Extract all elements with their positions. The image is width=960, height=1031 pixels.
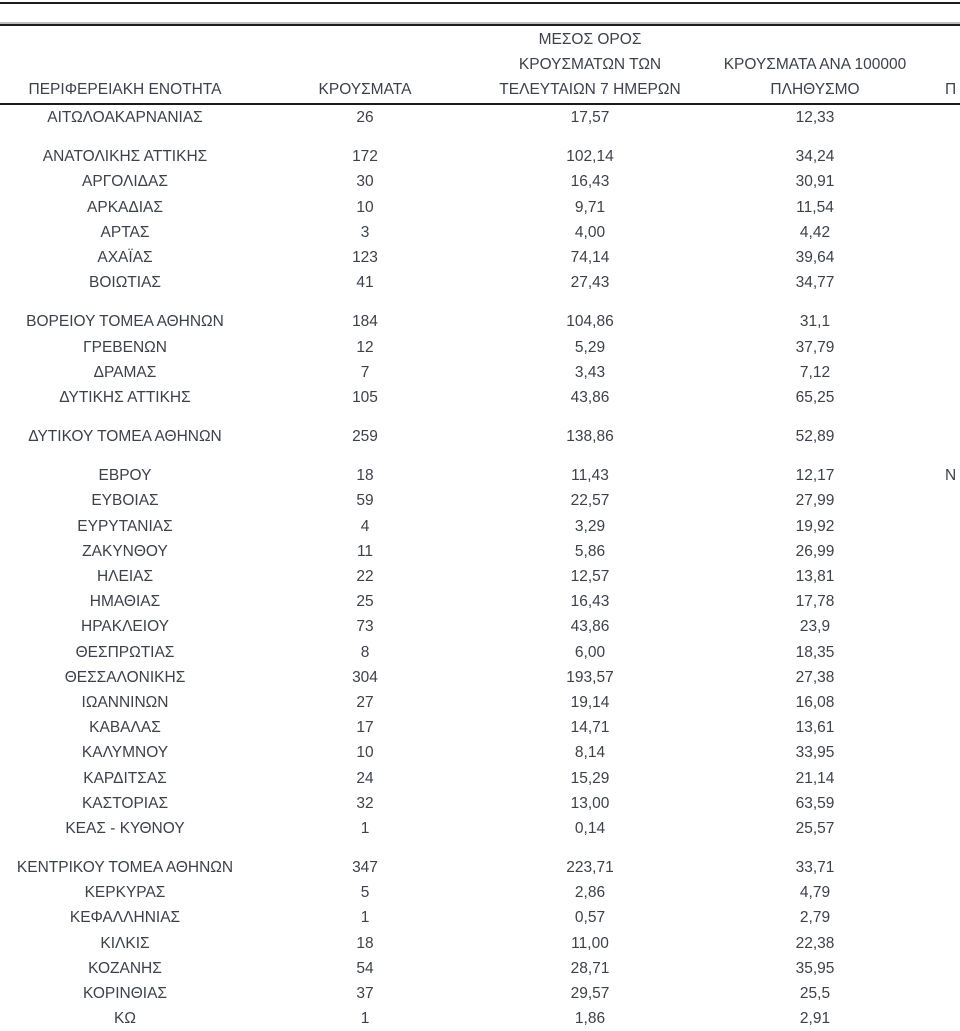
- cell-per100k: 33,71: [795, 859, 835, 877]
- cell-avg7: 2,86: [574, 884, 606, 902]
- cell-region: ΑΝΑΤΟΛΙΚΗΣ ΑΤΤΙΚΗΣ: [42, 148, 208, 166]
- table-row: [0, 169, 960, 194]
- cell-avg7: 12,57: [570, 568, 610, 585]
- cell-side-note: [930, 564, 960, 589]
- column-header-per100k: [700, 52, 930, 103]
- column-header-avg7-line3: ΤΕΛΕΥΤΑΙΩΝ 7 ΗΜΕΡΩΝ: [499, 81, 681, 98]
- cell-cases: 25: [356, 593, 374, 611]
- cell-region: ΚΕΦΑΛΛΗΝΙΑΣ: [69, 909, 181, 927]
- cell-cases: 1: [360, 819, 370, 837]
- column-header-cases: [250, 77, 480, 103]
- column-header-region: [0, 77, 250, 103]
- column-header-partial-right-label: Π: [945, 81, 957, 98]
- cell-region: ΚΕΝΤΡΙΚΟΥ ΤΟΜΕΑ ΑΘΗΝΩΝ: [16, 859, 234, 877]
- table-row: [0, 424, 960, 449]
- cell-side-note: [930, 270, 960, 295]
- cell-cases: 7: [360, 363, 370, 381]
- cell-cases: 26: [356, 109, 374, 126]
- cell-cases: 105: [352, 388, 378, 406]
- table-row: [0, 488, 960, 513]
- cell-avg7: 19,14: [570, 693, 610, 711]
- cell-avg7: 74,14: [570, 248, 610, 266]
- cell-region: ΙΩΑΝΝΙΝΩΝ: [81, 693, 169, 711]
- column-header-per100k-line2: ΠΛΗΘΥΣΜΟ: [770, 81, 860, 98]
- cell-side-note: [930, 309, 960, 334]
- cell-per100k: 22,38: [795, 934, 835, 952]
- table-row: [0, 463, 960, 488]
- cell-side-note: [930, 816, 960, 841]
- cell-per100k: 7,12: [799, 363, 831, 381]
- table-header: [0, 27, 960, 103]
- table-row: [0, 270, 960, 295]
- table-row: [0, 385, 960, 410]
- cell-region: ΚΟΖΑΝΗΣ: [88, 959, 162, 977]
- cell-per100k: 33,95: [795, 744, 835, 762]
- cell-cases: 27: [356, 693, 374, 711]
- cell-per100k: 21,14: [795, 769, 835, 787]
- cell-region: ΔΡΑΜΑΣ: [93, 363, 157, 381]
- cell-cases: 18: [356, 934, 374, 952]
- cell-avg7: 4,00: [574, 223, 606, 241]
- cell-side-note: [930, 690, 960, 715]
- cell-cases: 1: [360, 909, 370, 927]
- cell-region: ΚΟΡΙΝΘΙΑΣ: [82, 985, 168, 1002]
- cell-side-note: [930, 905, 960, 930]
- cell-cases: 123: [352, 248, 378, 266]
- cell-region: ΗΜΑΘΙΑΣ: [89, 593, 161, 611]
- cell-region: ΕΥΒΟΙΑΣ: [91, 492, 159, 510]
- cell-side-note: [930, 169, 960, 194]
- cell-per100k: 11,54: [796, 198, 834, 216]
- cell-region: ΚΑΡΔΙΤΣΑΣ: [83, 769, 167, 787]
- cell-side-note: [930, 855, 960, 880]
- cell-cases: 12: [356, 338, 374, 356]
- table-row: [0, 245, 960, 270]
- cell-per100k: 25,5: [799, 985, 831, 1002]
- cell-side-note: [930, 335, 960, 360]
- cell-region: ΒΟΙΩΤΙΑΣ: [89, 274, 161, 292]
- cell-per100k: 52,89: [795, 428, 835, 446]
- cell-per100k: 65,25: [795, 388, 835, 406]
- cell-side-note: [930, 791, 960, 816]
- cell-side-note: [930, 385, 960, 410]
- cell-cases: 304: [352, 668, 378, 686]
- cell-side-note: [930, 956, 960, 981]
- cell-cases: 347: [352, 859, 378, 877]
- cell-side-note: [930, 715, 960, 740]
- table-row: [0, 665, 960, 690]
- cell-per100k: 27,99: [795, 492, 835, 510]
- column-header-region-label: ΠΕΡΙΦΕΡΕΙΑΚΗ ΕΝΟΤΗΤΑ: [28, 81, 222, 98]
- table-row: [0, 360, 960, 385]
- table-row: [0, 715, 960, 740]
- cell-avg7: 22,57: [570, 492, 610, 510]
- cell-avg7: 11,00: [571, 934, 609, 952]
- cell-avg7: 3,29: [574, 517, 606, 535]
- cell-side-note: [930, 220, 960, 245]
- cell-cases: 30: [356, 173, 374, 191]
- cell-avg7: 3,43: [574, 363, 606, 381]
- table-row: [0, 690, 960, 715]
- cell-side-note: [930, 245, 960, 270]
- cell-side-note: [930, 105, 960, 130]
- table-row: [0, 514, 960, 539]
- cell-region: ΚΑΒΑΛΑΣ: [89, 719, 161, 737]
- cell-per100k: 63,59: [795, 794, 835, 812]
- table-row: [0, 335, 960, 360]
- cell-side-note: [930, 640, 960, 665]
- cell-region: ΘΕΣΠΡΩΤΙΑΣ: [75, 643, 175, 661]
- cell-per100k: 18,35: [795, 643, 835, 661]
- cell-avg7: 104,86: [566, 313, 614, 331]
- table-row: [0, 855, 960, 880]
- table-row: [0, 144, 960, 169]
- cell-avg7: 193,57: [566, 668, 614, 686]
- cell-side-note: [930, 740, 960, 765]
- cell-cases: 59: [356, 492, 374, 510]
- cell-side-note: [930, 488, 960, 513]
- top-rule: [0, 2, 960, 4]
- cell-avg7: 43,86: [570, 618, 610, 636]
- cell-per100k: 27,38: [795, 668, 835, 686]
- cell-region: ΕΥΡΥΤΑΝΙΑΣ: [77, 517, 173, 535]
- cell-region: ΑΙΤΩΛΟΑΚΑΡΝΑΝΙΑΣ: [47, 109, 203, 126]
- cell-region: ΚΑΛΥΜΝΟΥ: [81, 744, 169, 762]
- cell-side-note: [930, 665, 960, 690]
- table-row: [0, 931, 960, 956]
- table-row: [0, 589, 960, 614]
- cell-avg7: 223,71: [566, 859, 614, 877]
- cell-region: ΕΒΡΟΥ: [98, 467, 152, 485]
- cell-side-note: [930, 931, 960, 956]
- cell-per100k: 31,1: [799, 313, 831, 331]
- cell-side-note: [930, 589, 960, 614]
- cell-cases: 3: [360, 223, 370, 241]
- cell-region: ΚΕΡΚΥΡΑΣ: [84, 884, 166, 902]
- cell-side-note: [930, 1006, 960, 1031]
- cell-cases: 17: [356, 719, 374, 737]
- cell-cases: 4: [360, 517, 370, 535]
- cell-region: ΑΡΓΟΛΙΔΑΣ: [82, 173, 168, 191]
- cell-avg7: 43,86: [570, 388, 610, 406]
- cell-cases: 73: [356, 618, 374, 636]
- cell-side-note: [930, 539, 960, 564]
- cell-avg7: 16,43: [570, 173, 610, 191]
- column-header-avg7-line2: ΚΡΟΥΣΜΑΤΩΝ ΤΩΝ: [518, 56, 662, 73]
- cell-region: ΒΟΡΕΙΟΥ ΤΟΜΕΑ ΑΘΗΝΩΝ: [26, 313, 224, 331]
- cell-avg7: 16,43: [570, 593, 610, 611]
- cell-per100k: 4,79: [799, 884, 831, 902]
- cell-cases: 10: [356, 198, 374, 216]
- cell-avg7: 8,14: [574, 744, 606, 762]
- cell-avg7: 0,57: [574, 909, 606, 927]
- table-row: [0, 981, 960, 1006]
- cell-region: ΚΕΑΣ - ΚΥΘΝΟΥ: [65, 819, 185, 837]
- cell-avg7: 102,14: [566, 148, 614, 166]
- table-row: [0, 905, 960, 930]
- cell-per100k: 23,9: [799, 618, 831, 636]
- table-row: [0, 816, 960, 841]
- table-row: [0, 791, 960, 816]
- cell-cases: 22: [356, 568, 374, 585]
- table-row: [0, 309, 960, 334]
- cell-per100k: 35,95: [795, 959, 835, 977]
- cell-cases: 10: [356, 744, 374, 762]
- cell-side-note: [930, 424, 960, 449]
- cell-cases: 11: [356, 542, 374, 560]
- cell-side-note: [930, 981, 960, 1006]
- cell-avg7: 28,71: [570, 959, 610, 977]
- cell-per100k: 30,91: [795, 173, 835, 191]
- table-row: [0, 766, 960, 791]
- cell-avg7: 0,14: [574, 819, 606, 837]
- table-row: [0, 564, 960, 589]
- column-header-avg7-line1: ΜΕΣΟΣ ΟΡΟΣ: [538, 31, 642, 48]
- cell-region: ΚΑΣΤΟΡΙΑΣ: [81, 794, 169, 812]
- cell-cases: 8: [360, 643, 370, 661]
- cell-side-note: [930, 360, 960, 385]
- cell-region: ΗΡΑΚΛΕΙΟΥ: [81, 618, 169, 636]
- table-row: [0, 614, 960, 639]
- cell-cases: 54: [356, 959, 374, 977]
- cell-cases: 172: [352, 148, 378, 166]
- cell-per100k: 12,33: [795, 109, 835, 126]
- cell-per100k: 4,42: [799, 223, 831, 241]
- table-body: [0, 105, 960, 1031]
- cell-avg7: 138,86: [566, 428, 614, 446]
- column-header-cases-label: ΚΡΟΥΣΜΑΤΑ: [318, 81, 412, 98]
- column-header-avg7: [480, 27, 700, 103]
- cell-region: ΑΧΑΪΑΣ: [97, 248, 153, 266]
- cell-side-note: [930, 766, 960, 791]
- cell-avg7: 1,86: [574, 1010, 606, 1028]
- cell-side-note: [930, 880, 960, 905]
- cell-per100k: 13,81: [795, 568, 835, 585]
- cell-cases: 184: [352, 313, 378, 331]
- table-row: [0, 956, 960, 981]
- cell-region: ΚΙΛΚΙΣ: [100, 934, 150, 952]
- table-row: [0, 740, 960, 765]
- cell-avg7: 27,43: [570, 274, 610, 292]
- cell-cases: 32: [356, 794, 374, 812]
- cell-avg7: 6,00: [574, 643, 606, 661]
- cell-cases: 1: [360, 1010, 370, 1028]
- cell-avg7: 11,43: [571, 467, 609, 485]
- cell-region: ΔΥΤΙΚΟΥ ΤΟΜΕΑ ΑΘΗΝΩΝ: [28, 428, 222, 446]
- cell-avg7: 5,86: [574, 542, 606, 560]
- cell-avg7: 15,29: [570, 769, 610, 787]
- cell-cases: 5: [360, 884, 370, 902]
- cell-side-note: Ν: [945, 467, 957, 485]
- cell-side-note: [930, 614, 960, 639]
- cell-cases: 18: [356, 467, 374, 485]
- cell-per100k: 19,92: [795, 517, 835, 535]
- cell-region: ΘΕΣΣΑΛΟΝΙΚΗΣ: [64, 668, 186, 686]
- cell-per100k: 37,79: [795, 338, 835, 356]
- cell-per100k: 17,78: [795, 593, 835, 611]
- cell-cases: 37: [356, 985, 374, 1002]
- cell-per100k: 2,79: [799, 909, 831, 927]
- cell-per100k: 26,99: [795, 542, 835, 560]
- cell-region: ΗΛΕΙΑΣ: [96, 568, 154, 585]
- cell-side-note: [930, 144, 960, 169]
- cell-region: ΓΡΕΒΕΝΩΝ: [83, 338, 167, 356]
- cell-avg7: 5,29: [574, 338, 606, 356]
- cell-cases: 259: [352, 428, 378, 446]
- cell-per100k: 34,77: [795, 274, 835, 292]
- cell-region: ΑΡΚΑΔΙΑΣ: [87, 198, 163, 216]
- cell-region: ΚΩ: [114, 1010, 136, 1028]
- table-row: [0, 539, 960, 564]
- cell-avg7: 13,00: [570, 794, 610, 812]
- cell-per100k: 2,91: [799, 1010, 831, 1028]
- table-row: [0, 640, 960, 665]
- header-top-rule: [0, 24, 960, 26]
- table-row: [0, 105, 960, 130]
- cell-region: ΑΡΤΑΣ: [100, 223, 150, 241]
- cell-avg7: 29,57: [570, 985, 610, 1002]
- cell-avg7: 17,57: [570, 109, 610, 126]
- cell-region: ΔΥΤΙΚΗΣ ΑΤΤΙΚΗΣ: [59, 388, 191, 406]
- cell-per100k: 39,64: [795, 248, 835, 266]
- cell-avg7: 14,71: [570, 719, 610, 737]
- table-row: [0, 1006, 960, 1031]
- column-header-partial-right: [930, 77, 960, 103]
- cell-per100k: 16,08: [795, 693, 835, 711]
- cell-per100k: 12,17: [795, 467, 835, 485]
- cell-avg7: 9,71: [574, 198, 606, 216]
- cell-cases: 24: [356, 769, 374, 787]
- cell-side-note: [930, 195, 960, 220]
- cell-per100k: 25,57: [795, 819, 835, 837]
- cell-region: ΖΑΚΥΝΘΟΥ: [82, 542, 168, 560]
- cell-per100k: 13,61: [795, 719, 835, 737]
- cell-side-note: [930, 514, 960, 539]
- column-header-per100k-line1: ΚΡΟΥΣΜΑΤΑ ΑΝΑ 100000: [723, 56, 907, 73]
- table-row: [0, 220, 960, 245]
- cell-per100k: 34,24: [795, 148, 835, 166]
- table-row: [0, 880, 960, 905]
- cell-cases: 41: [356, 274, 374, 292]
- table-row: [0, 195, 960, 220]
